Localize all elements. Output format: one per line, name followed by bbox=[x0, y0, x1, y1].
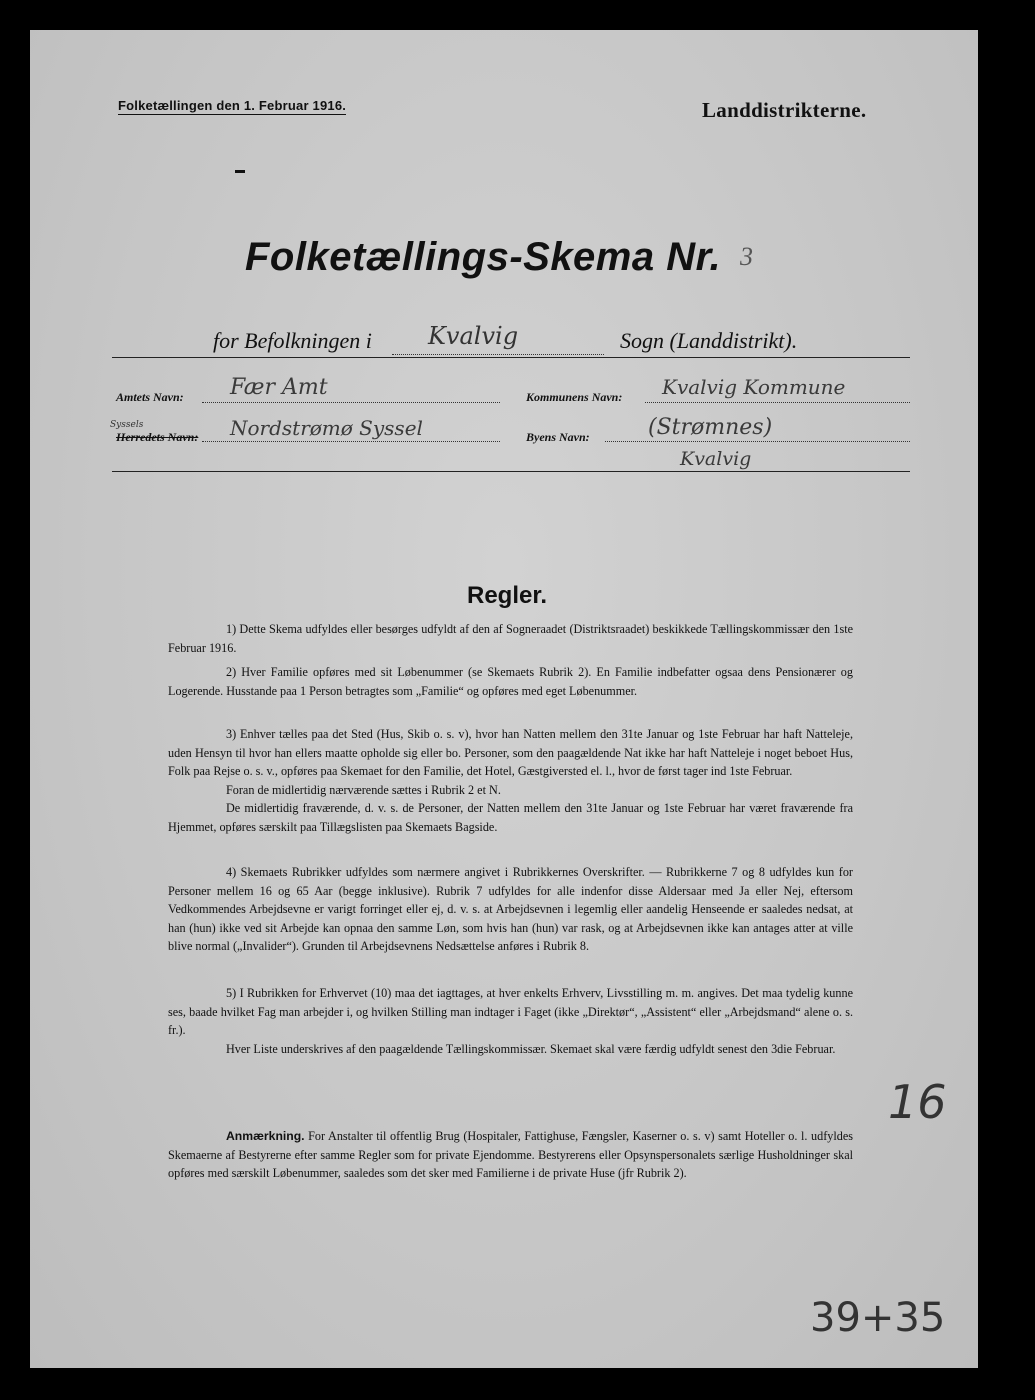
kommune-label: Kommunens Navn: bbox=[526, 390, 623, 404]
kommune-dotline bbox=[645, 401, 910, 403]
rule-3-text: 3) Enhver tælles paa det Sted (Hus, Skib o. s. v), hvor han Natten mellem den 31te Januar og 1ste Februar har haft Natteleje, uden Hensyn til hvor han ellers maatte opholde sig eller bo. Personer, som den paagældende Nat ikke har haft Natteleje i noget beboet Hus, Folk paa Rejse o. s. v., opføres paa Skemaet for den Familie, det Hotel, Gæstgiversted el. l., hvor de først tager ind 1ste Februar. bbox=[168, 727, 853, 778]
by-value: (Strømnes) bbox=[648, 415, 773, 440]
form-title: Folketællings-Skema Nr. bbox=[245, 235, 722, 279]
header-district-type: Landdistrikterne. bbox=[702, 98, 867, 122]
census-form-page bbox=[30, 30, 978, 1368]
note-text: For Anstalter til offentlig Brug (Hospitaler, Fattighuse, Fængsler, Kaserner o. s. v) samt Hoteller o. l. udfyldes Skemaerne af Bestyrerne efter samme Regler som for private Ejendomme. Bestyrerens eller Opsynspersonalets særlige Husholdninger skal opføres med særskilt Løbenummer, saaledes som det sker med Familierne i de private Huse (jfr Rubrik 2). bbox=[168, 1129, 854, 1180]
herred-note: Syssels bbox=[110, 420, 144, 430]
divider-top bbox=[112, 357, 910, 358]
by-dotline bbox=[605, 440, 910, 442]
note-label: Anmærkning. bbox=[226, 1129, 305, 1143]
rule-5 bbox=[168, 984, 853, 1058]
note-block bbox=[168, 1127, 853, 1183]
parish-dotline bbox=[392, 353, 604, 355]
amt-label: Amtets Navn: bbox=[116, 390, 184, 404]
rule-3b-text: Foran de midlertidig nærværende sættes i Rubrik 2 et N. bbox=[226, 782, 501, 797]
margin-number: 16 bbox=[888, 1075, 947, 1129]
subtitle-prefix: for Befolkningen i bbox=[213, 328, 372, 353]
rule-5-text: 5) I Rubrikken for Erhvervet (10) maa det iagttages, at hver enkelts Erhverv, Livsstilling m. m. angives. Det maa tydelig kunne ses, baade hvilket Fag man arbejder i, og hvilken Stilling man indtager i Faget (ikke „Direktør“, „Assistent“ eller „Arbejdsmand“ alene o. s. fr.). bbox=[168, 986, 853, 1037]
rule-3 bbox=[168, 725, 853, 836]
rule-4 bbox=[168, 863, 853, 956]
by-label: Byens Navn: bbox=[526, 430, 590, 444]
herred-dotline bbox=[202, 440, 500, 442]
herred-value: Nordstrømø Syssel bbox=[230, 416, 423, 440]
header-census-date: Folketællingen den 1. Februar 1916. bbox=[118, 98, 347, 113]
dash-mark bbox=[235, 170, 245, 173]
rule-1-text: 1) Dette Skema udfyldes eller besørges udfyldt af den af Sogneraadet (Distriktsraadet) beskikkede Tællingskommissær den 1ste Februar 1916. bbox=[168, 622, 853, 655]
kommune-value: Kvalvig Kommune bbox=[662, 375, 846, 399]
parish-name: Kvalvig bbox=[428, 322, 519, 350]
by-value-extra: Kvalvig bbox=[680, 448, 752, 470]
rule-5b-text: Hver Liste underskrives af den paagældende Tællingskommissær. Skemaet skal være færdig udfyldt senest den 3die Februar. bbox=[226, 1041, 836, 1056]
subtitle-suffix: Sogn (Landdistrikt). bbox=[620, 328, 798, 353]
divider-bottom bbox=[112, 471, 910, 472]
rule-4-text: 4) Skemaets Rubrikker udfyldes som nærmere angivet i Rubrikkernes Overskrifter. — Rubrikkerne 7 og 8 udfyldes kun for Personer mellem 16 og 65 Aar (begge inklusive). Rubrik 7 udfyldes for alle indenfor disse Aldersaar med Ja eller Nej, eftersom Vedkommendes Arbejdsevne er varigt forringet eller ej, d. v. s. at Arbejdsevnen i legemlig eller aandelig Henseende er saaledes nedsat, at han (hun) ikke ved sit Arbejde kan opnaa den samme Løn, som hvis han (hun) var rask, og at Arbejdsevnen ikke kan antages atter at ville blive normal („Invalider“). Grunden til Arbejdsevnens Nedsættelse anføres i Rubrik 8. bbox=[168, 865, 853, 953]
rule-3c-text: De midlertidig fraværende, d. v. s. de Personer, der Natten mellem den 31te Januar og 1ste Februar har været fraværende fra Hjemmet, opføres særskilt paa Tillægslisten paa Skemaets Bagside. bbox=[168, 801, 853, 834]
amt-value: Fær Amt bbox=[230, 375, 328, 400]
bottom-number: 39+35 bbox=[810, 1295, 946, 1341]
amt-dotline bbox=[202, 401, 500, 403]
rule-1 bbox=[168, 620, 853, 657]
herred-label: Herredets Navn: bbox=[116, 430, 199, 444]
rules-heading: Regler. bbox=[467, 582, 548, 609]
form-number: 3 bbox=[740, 242, 753, 271]
rule-2-text: 2) Hver Familie opføres med sit Løbenummer (se Skemaets Rubrik 2). En Familie indbefatter ogsaa dens Pensionærer og Logerende. Husstande paa 1 Person betragtes som „Familie“ og opføres med eget Løbenummer. bbox=[168, 665, 853, 698]
rule-2 bbox=[168, 663, 853, 700]
